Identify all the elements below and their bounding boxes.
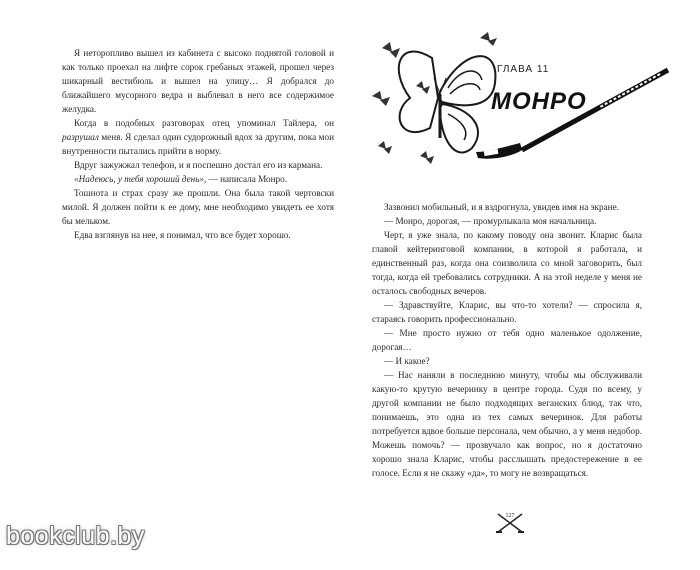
left-page [62,46,334,242]
left-paragraph: Я неторопливо вышел из кабинета с высоко поднятой головой и как только проехал на лифте сорок гребаных этажей, прошел через шикарный вестибюль и вышел на улицу… Я добрался до ближайшего мусорного ведра и выблевал в него все содержимое желудка. [62,48,334,114]
left-paragraph: «Надеюсь, у тебя хороший день», — написала Монро. [74,174,288,184]
small-butterfly-icon [378,141,392,154]
page-number: 127 [505,513,515,519]
small-butterfly-icon [420,151,434,164]
chapter-title: МОНРО [491,88,587,115]
small-butterfly-icon [480,32,497,46]
left-paragraph: Вдруг зажужжал телефон, и я поспешно достал его из кармана. [74,160,323,170]
right-paragraph: — Мне просто нужно от тебя одно маленькое одолжение, дорогая… [372,328,642,352]
site-watermark: bookclub.by [6,522,145,550]
small-butterfly-icon [372,91,390,106]
right-page [372,200,642,480]
chapter-label: ГЛАВА 11 [497,64,550,75]
left-paragraph: Тошнота и страх сразу же прошли. Она была такой чертовски милой. Я должен пойти к ее дому, мне необходимо увидеть ее хотя бы мельком. [62,188,334,226]
large-butterfly-icon [399,52,496,153]
crossed-sticks-ornament-icon [490,510,530,536]
left-paragraph: Когда в подобных разговорах отец упоминал Тайлера, он разрушал меня. Я сделал один судорожный вдох за другим, пока мои внутренности пытались прийти в норму. [62,118,334,156]
right-paragraph: — Нас наняли в последнюю минуту, чтобы мы обслуживали какую-то крутую вечеринку в центре города. Судя по всему, у другой компании не было подходящих веганских блюд, так что, понимаешь, это одна из тех самых вечеринок. Для работы потребуется вдвое больше персонала, чем обычно, а у меня недобор. Можешь помочь? — прозвучало как вопрос, но я достаточно хорошо знала Кларис, чтобы расслышать предостережение в ее голосе. Если я не скажу «да», то могу не возвращаться. [372,370,642,478]
small-butterfly-icon [416,81,430,94]
right-paragraph: — Монро, дорогая, — промурлыкала моя начальница. [384,216,597,226]
left-paragraph: Едва взглянув на нее, я понимал, что все будет хорошо. [74,230,291,240]
right-paragraph: Черт, я уже знала, по какому поводу она звонит. Кларис была главой кейтеринговой компании, в которой я работала, и единственный раз, когда она соизволила со мной заговорить, был тогда, когда ей требовались сотрудники. А на этой неделе у меня не осталось свободных вечеров. [372,230,642,296]
right-paragraph: Зазвонил мобильный, и я вздрогнула, увидев имя на экране. [384,202,619,212]
right-paragraph: — Здравствуйте, Кларис, вы что-то хотели? — спросила я, стараясь говорить профессионально. [372,300,642,324]
right-paragraph: — И какое? [384,356,430,366]
small-butterfly-icon [382,42,400,58]
